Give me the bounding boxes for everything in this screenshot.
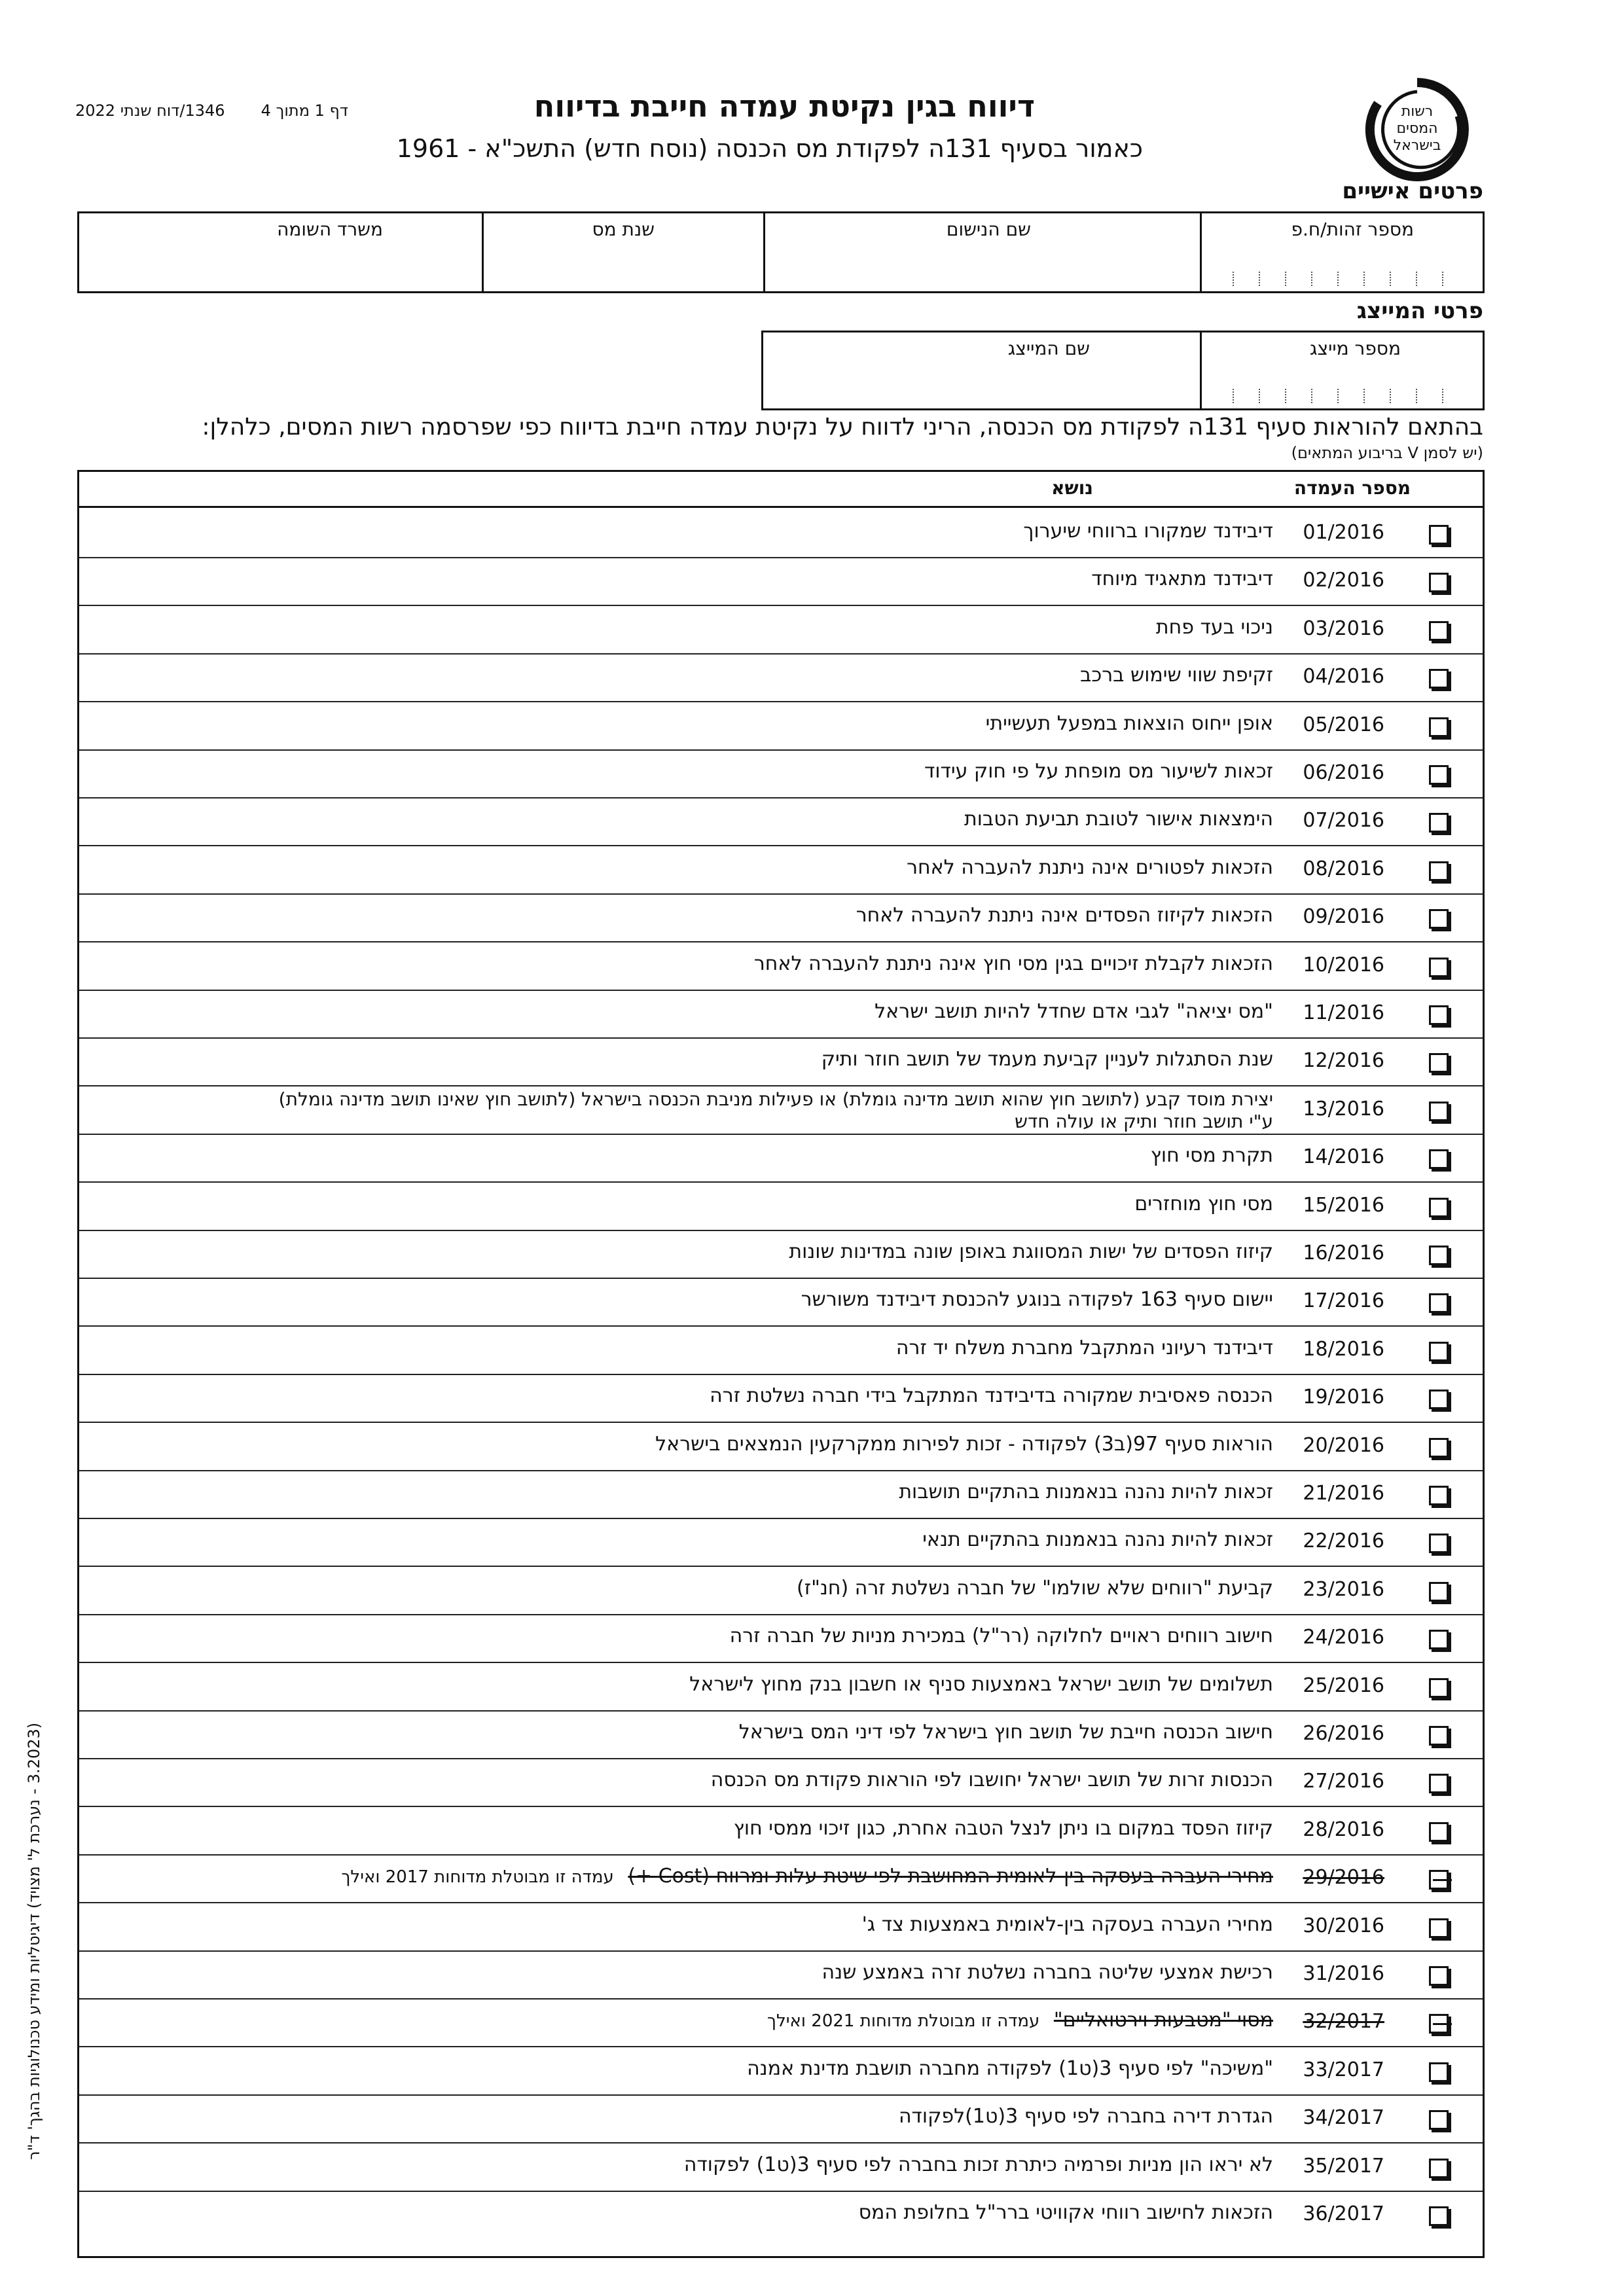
position-number: 30/2016 xyxy=(1303,1914,1384,1937)
table-row xyxy=(79,653,1483,702)
position-topic xyxy=(1151,1144,1273,1167)
position-topic xyxy=(922,1528,1273,1551)
table-row xyxy=(79,1806,1483,1856)
col-header-position-number: מספר העמדה xyxy=(1293,477,1411,499)
position-number: 03/2016 xyxy=(1303,617,1384,640)
cancellation-note: עמדה זו מבוטלת מדוחות 2017 ואילך xyxy=(341,1867,614,1888)
position-topic-text: זכאות לשיעור מס מופחת על פי חוק עידוד xyxy=(924,760,1273,783)
personal-section-title: פרטים אישיים xyxy=(1342,178,1483,204)
position-checkbox[interactable] xyxy=(1429,621,1449,641)
position-topic-text: מסוי "מטבעות וירטואליים" xyxy=(1053,2009,1273,2032)
position-number: 01/2016 xyxy=(1303,521,1384,544)
table-row xyxy=(79,702,1483,751)
side-print-note: (3.2023 - נערכת ל' מצויד) דיגיטליות ומידע טכנולוגיות בהגך' ד"ר xyxy=(25,1722,43,2160)
table-row xyxy=(79,1037,1483,1086)
representative-name-field[interactable]: שם המייצג xyxy=(1007,338,1090,359)
table-row xyxy=(79,893,1483,942)
table-row xyxy=(79,1566,1483,1615)
position-number: 20/2016 xyxy=(1303,1433,1384,1457)
position-topic xyxy=(899,1480,1273,1503)
position-topic-text: זכאות להיות נהנה בנאמנות בהתקיים תושבות xyxy=(899,1480,1273,1503)
position-number: 10/2016 xyxy=(1303,953,1384,977)
position-topic-text: דיבידנד מתאגיד מיוחד xyxy=(1091,567,1273,591)
position-checkbox[interactable] xyxy=(1429,1053,1449,1073)
position-topic xyxy=(856,904,1273,927)
position-topic xyxy=(964,808,1273,831)
position-topic xyxy=(789,1240,1273,1263)
position-topic-text: דיבידנד שמקורו ברווחי שיערוך xyxy=(1023,520,1273,543)
table-row xyxy=(79,1134,1483,1183)
table-row xyxy=(79,2191,1483,2238)
position-number: 23/2016 xyxy=(1303,1577,1384,1601)
position-checkbox[interactable] xyxy=(1429,1342,1449,1361)
position-topic-text: "מס יציאה" לגבי אדם שחדל להיות תושב ישראל xyxy=(875,1000,1273,1023)
position-topic-text: הזכאות לחישוב רווחי אקוויטי ברר"ל בחלופת המס xyxy=(858,2201,1273,2224)
position-topic-text: קביעת "רווחים שלא שולמו" של חברה נשלטת זרה (חנ"ז) xyxy=(797,1576,1273,1600)
position-topic-text: לא יראו הון מניות ופרמיה כיתרת זכות בחברה לפי סעיף 3(ט1) לפקודה xyxy=(683,2153,1273,2176)
position-topic-text: שנת הסתגלות לעניין קביעת מעמד של תושב חוזר ותיק xyxy=(821,1048,1273,1071)
position-topic-text: הוראות סעיף 97(ב3) לפקודה - זכות לפירות ממקרקעין הנמצאים בישראל xyxy=(655,1432,1273,1456)
table-row xyxy=(79,1662,1483,1712)
id-number-field[interactable]: מספר זהות/ח.פ xyxy=(1291,219,1414,240)
position-topic-text: חישוב הכנסה חייבת של תושב חוץ בישראל לפי דיני המס בישראל xyxy=(738,1721,1273,1744)
table-row xyxy=(79,1374,1483,1423)
position-checkbox[interactable] xyxy=(1429,1630,1449,1649)
position-topic xyxy=(655,1433,1273,1456)
position-number: 13/2016 xyxy=(1303,1097,1384,1121)
position-checkbox[interactable] xyxy=(1429,1534,1449,1553)
cancellation-note: עמדה זו מבוטלת מדוחות 2021 ואילך xyxy=(767,2011,1040,2032)
position-topic xyxy=(754,952,1273,975)
positions-table xyxy=(77,470,1485,2258)
page-info xyxy=(75,101,348,120)
position-number: 36/2017 xyxy=(1303,2202,1384,2225)
position-topic xyxy=(279,1088,1273,1133)
position-number: 29/2016 xyxy=(1303,1866,1384,1890)
position-checkbox[interactable] xyxy=(1429,1293,1449,1313)
table-row xyxy=(79,942,1483,991)
position-checkbox[interactable] xyxy=(1429,1678,1449,1698)
position-topic-text: יצירת מוסד קבע (לתושב חוץ שהוא תושב מדינה גומלת) או פעילות מניבת הכנסה בישראל (לתושב חוץ שאינו תושב מדינה גומלת) xyxy=(278,1088,1273,1110)
position-topic-text: קיזוז הפסד במקום בו ניתן לנצל הטבה אחרת, כגון זיכוי ממסי חוץ xyxy=(733,1816,1273,1840)
position-topic-text: חישוב רווחים ראויים לחלוקה (רר"ל) במכירת מניות של חברה זרה xyxy=(729,1624,1273,1648)
table-row xyxy=(79,1998,1483,2047)
table-row xyxy=(79,990,1483,1039)
position-topic-text: הימצאות אישור לטובת תביעת הטבות xyxy=(964,808,1273,831)
position-topic-text: מחירי העברה בעסקה בין-לאומית באמצעות צד ג' xyxy=(861,1912,1273,1936)
instruction-note: (יש לסמן V בריבוע המתאים) xyxy=(1291,444,1483,462)
position-number: 17/2016 xyxy=(1303,1289,1384,1313)
position-number: 22/2016 xyxy=(1303,1530,1384,1553)
position-checkbox[interactable] xyxy=(1429,2110,1449,2130)
position-topic xyxy=(924,760,1273,783)
position-topic-text: הזכאות לפטורים אינה ניתנת להעברה לאחר xyxy=(907,855,1273,879)
position-checkbox[interactable] xyxy=(1429,1102,1449,1121)
position-topic xyxy=(801,1288,1273,1311)
position-checkbox[interactable] xyxy=(1429,525,1449,545)
table-row xyxy=(79,1614,1483,1663)
position-checkbox[interactable] xyxy=(1429,1438,1449,1458)
position-number: 19/2016 xyxy=(1303,1386,1384,1409)
tax-authority-logo xyxy=(1365,77,1470,182)
position-number: 09/2016 xyxy=(1303,905,1384,929)
position-checkbox[interactable] xyxy=(1429,1005,1449,1025)
position-checkbox[interactable] xyxy=(1429,1774,1449,1793)
position-checkbox[interactable] xyxy=(1429,669,1449,689)
position-checkbox[interactable] xyxy=(1429,1966,1449,1986)
position-topic xyxy=(684,2153,1273,2176)
position-topic xyxy=(862,1913,1273,1936)
table-row xyxy=(79,1326,1483,1375)
position-topic-text: הזכאות לקיזוז הפסדים אינה ניתנת להעברה לאחר xyxy=(856,904,1273,927)
position-checkbox[interactable] xyxy=(1429,1198,1449,1217)
page-title: דיווח בגין נקיטת עמדה חייבת בדיווח xyxy=(533,88,1035,124)
position-topic xyxy=(986,712,1273,735)
representative-number-field[interactable]: מספר מייצג xyxy=(1309,338,1401,359)
position-number: 28/2016 xyxy=(1303,1818,1384,1841)
position-number: 12/2016 xyxy=(1303,1049,1384,1073)
position-topic xyxy=(1023,520,1273,543)
position-number: 15/2016 xyxy=(1303,1193,1384,1217)
position-topic xyxy=(710,1384,1273,1407)
position-checkbox[interactable] xyxy=(1429,1822,1449,1842)
position-topic xyxy=(747,2057,1273,2080)
position-checkbox[interactable] xyxy=(1429,909,1449,929)
intro-declaration: בהתאם להוראות סעיף 131ה לפקודת מס הכנסה, הריני לדווח על נקיטת עמדה חייבת בדיווח כפי שפרסמה רשות המסים, כלהלן: xyxy=(202,414,1483,440)
table-row xyxy=(79,1854,1483,1903)
position-topic xyxy=(711,1768,1273,1791)
table-row xyxy=(79,749,1483,798)
assessing-office-field[interactable]: משרד השומה xyxy=(277,219,383,240)
col-header-topic: נושא xyxy=(1051,477,1093,499)
position-topic xyxy=(1091,567,1273,590)
position-number: 08/2016 xyxy=(1303,857,1384,880)
position-topic xyxy=(734,1817,1273,1840)
position-topic-text: רכישת אמצעי שליטה בחברה נשלטת זרה באמצע שנה xyxy=(821,1961,1273,1984)
position-checkbox[interactable] xyxy=(1429,1149,1449,1169)
table-row xyxy=(79,1422,1483,1471)
logo-line-3: בישראל xyxy=(1393,137,1441,154)
position-topic-text: קיזוז הפסדים של ישות המסווגת באופן שונה במדינות שונות xyxy=(789,1240,1273,1263)
table-row xyxy=(79,1710,1483,1759)
position-topic xyxy=(896,1336,1273,1359)
position-checkbox[interactable] xyxy=(1429,2159,1449,2178)
table-row xyxy=(79,2094,1483,2144)
position-number: 21/2016 xyxy=(1303,1482,1384,1505)
position-topic-text: תשלומים של תושב ישראל באמצעות סניף או חשבון בנק מחוץ לישראל xyxy=(689,1672,1273,1696)
table-row xyxy=(79,797,1483,846)
personal-details-box xyxy=(77,211,1485,293)
position-topic-text: אופן ייחוס הוצאות במפעל תעשייתי xyxy=(985,711,1273,735)
position-checkbox[interactable] xyxy=(1429,958,1449,977)
position-checkbox[interactable] xyxy=(1429,1582,1449,1602)
position-topic xyxy=(730,1624,1273,1647)
position-topic xyxy=(899,2105,1273,2128)
position-number: 07/2016 xyxy=(1303,809,1384,833)
position-topic-text: הכנסות זרות של תושב ישראל יחושבו לפי הוראות פקודת מס הכנסה xyxy=(710,1768,1273,1792)
position-number: 05/2016 xyxy=(1303,713,1384,736)
table-row xyxy=(79,509,1483,558)
taxpayer-name-field[interactable]: שם הנישום xyxy=(946,219,1031,240)
position-checkbox[interactable] xyxy=(1429,1726,1449,1746)
position-number: 32/2017 xyxy=(1303,2010,1384,2034)
position-number: 33/2017 xyxy=(1303,2058,1384,2081)
position-topic xyxy=(689,1673,1273,1696)
position-topic xyxy=(739,1721,1273,1744)
position-checkbox[interactable] xyxy=(1429,2206,1449,2226)
position-topic-text: הגדרת דירה בחברה לפי סעיף 3(ט1)לפקודה xyxy=(898,2105,1273,2128)
position-topic-text-line2: ע"י תושב חוזר ותיק או עולה חדש xyxy=(1015,1110,1273,1132)
position-topic xyxy=(1080,664,1273,687)
table-row xyxy=(79,2047,1483,2096)
position-number: 24/2016 xyxy=(1303,1626,1384,1649)
table-row xyxy=(79,1230,1483,1279)
position-checkbox[interactable] xyxy=(1429,2014,1449,2034)
logo-line-1: רשות xyxy=(1401,103,1434,120)
position-number: 26/2016 xyxy=(1303,1722,1384,1745)
tax-year-field[interactable]: שנת מס xyxy=(592,219,655,240)
position-checkbox[interactable] xyxy=(1429,1918,1449,1938)
position-topic-text: מסי חוץ מוחזרים xyxy=(1134,1192,1273,1215)
position-topic-text: מחירי העברה בעסקה בין-לאומית המחושבת לפי שיטת עלות ומרווח (Cost +) xyxy=(628,1865,1273,1888)
table-row xyxy=(79,1182,1483,1231)
position-checkbox[interactable] xyxy=(1429,1246,1449,1265)
position-number: 04/2016 xyxy=(1303,665,1384,689)
position-topic xyxy=(821,1048,1273,1071)
table-row xyxy=(79,1278,1483,1327)
table-row xyxy=(79,846,1483,895)
position-topic xyxy=(907,856,1273,879)
position-topic-text: "משיכה" לפי סעיף 3(ט1) לפקודה מחברה תושבת מדינת אמנה xyxy=(747,2056,1273,2080)
position-number: 35/2017 xyxy=(1303,2154,1384,2178)
position-topic xyxy=(859,2201,1273,2224)
position-checkbox[interactable] xyxy=(1429,717,1449,737)
table-row xyxy=(79,2143,1483,2192)
position-checkbox[interactable] xyxy=(1429,2062,1449,2082)
position-number: 16/2016 xyxy=(1303,1242,1384,1265)
table-row xyxy=(79,1950,1483,2000)
position-topic xyxy=(1134,1193,1273,1215)
position-number: 18/2016 xyxy=(1303,1337,1384,1361)
position-topic-text: יישום סעיף 163 לפקודה בנוגע להכנסת דיבידנד משורשר xyxy=(801,1288,1273,1312)
position-topic-text: זכאות להיות נהנה בנאמנות בהתקיים תנאי xyxy=(922,1528,1273,1552)
position-topic-text: הכנסה פאסיבית שמקורה בדיבידנד המתקבל בידי חברה נשלטת זרה xyxy=(710,1384,1273,1408)
table-row xyxy=(79,557,1483,606)
position-topic xyxy=(341,1865,1273,1888)
table-row xyxy=(79,1086,1483,1135)
table-row xyxy=(79,1758,1483,1807)
page-number: דף 1 מתוך 4 xyxy=(261,101,348,120)
position-checkbox[interactable] xyxy=(1429,1390,1449,1409)
position-checkbox[interactable] xyxy=(1429,1870,1449,1890)
position-topic-text: ניכוי בעד פחת xyxy=(1155,615,1273,639)
position-checkbox[interactable] xyxy=(1429,861,1449,881)
logo-line-2: המסים xyxy=(1396,120,1438,137)
position-topic xyxy=(767,2009,1273,2032)
position-topic-text: זקיפת שווי שימוש ברכב xyxy=(1079,664,1273,687)
table-row xyxy=(79,1470,1483,1519)
form-number: 1346/דוח שנתי 2022 xyxy=(75,101,225,120)
position-number: 25/2016 xyxy=(1303,1674,1384,1697)
table-row xyxy=(79,1518,1483,1567)
representative-section-title: פרטי המייצג xyxy=(1356,298,1483,324)
position-number: 27/2016 xyxy=(1303,1770,1384,1793)
position-number: 06/2016 xyxy=(1303,761,1384,784)
position-number: 14/2016 xyxy=(1303,1145,1384,1169)
position-checkbox[interactable] xyxy=(1429,573,1449,592)
position-topic xyxy=(875,1000,1273,1023)
position-checkbox[interactable] xyxy=(1429,813,1449,833)
position-number: 31/2016 xyxy=(1303,1962,1384,1985)
position-topic-text: הזכאות לקבלת זיכויים בגין מסי חוץ אינה ניתנת להעברה לאחר xyxy=(753,952,1273,975)
position-topic xyxy=(797,1577,1273,1600)
position-topic xyxy=(1156,616,1273,639)
position-topic-text: דיבידנד רעיוני המתקבל מחברת משלח יד זרה xyxy=(895,1336,1273,1359)
position-number: 11/2016 xyxy=(1303,1001,1384,1024)
page-subtitle: כאמור בסעיף 131ה לפקודת מס הכנסה (נוסח חדש) התשכ"א - 1961 xyxy=(396,134,1143,163)
position-checkbox[interactable] xyxy=(1429,1486,1449,1505)
position-checkbox[interactable] xyxy=(1429,765,1449,785)
representative-box xyxy=(761,331,1485,410)
table-row xyxy=(79,605,1483,655)
position-number: 02/2016 xyxy=(1303,569,1384,592)
position-topic-text: תקרת מסי חוץ xyxy=(1150,1144,1273,1168)
position-number: 34/2017 xyxy=(1303,2106,1384,2130)
table-row xyxy=(79,1903,1483,1952)
position-topic xyxy=(822,1961,1273,1984)
